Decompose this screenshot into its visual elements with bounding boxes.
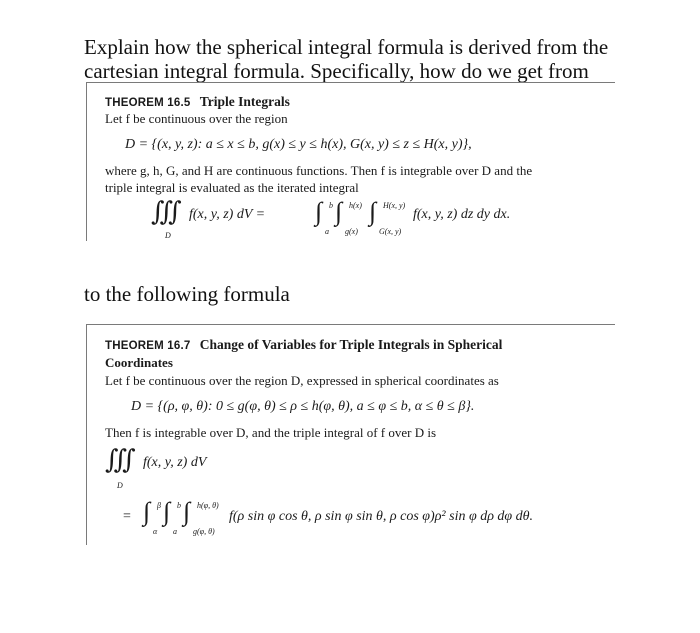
limit: b	[177, 501, 181, 510]
integral-sign: ∫	[369, 197, 377, 226]
theorem-label: THEOREM 16.7	[105, 340, 191, 352]
theorem-line: where g, h, G, and H are continuous functions. Then f is integrable over D and the	[105, 163, 533, 178]
limit: b	[329, 201, 333, 210]
limit: h(φ, θ)	[197, 501, 219, 510]
question-line-1: Explain how the spherical integral formula is derived from the	[84, 35, 609, 59]
region-definition: D = {(x, y, z): a ≤ x ≤ b, g(x) ≤ y ≤ h(x), G(x, y) ≤ z ≤ H(x, y)},	[125, 137, 472, 152]
integral-lhs: f(x, y, z) dV	[143, 455, 207, 470]
region-definition: D = {(ρ, φ, θ): 0 ≤ g(φ, θ) ≤ ρ ≤ h(φ, θ), a ≤ φ ≤ b, α ≤ θ ≤ β}.	[131, 399, 475, 414]
integral-sign: ∫	[163, 497, 171, 526]
theorem-16-5-box	[86, 82, 615, 241]
question-line-3: to the following formula	[84, 282, 290, 306]
limit: α	[153, 527, 158, 536]
theorem-line: Let f be continuous over the region D, expressed in spherical coordinates as	[105, 373, 499, 388]
limit: G(x, y)	[379, 227, 402, 236]
integral-sign: ∫	[315, 197, 323, 226]
theorem-title-cont: Coordinates	[105, 355, 173, 370]
limit: a	[325, 227, 329, 236]
integral-lhs: f(x, y, z) dV =	[189, 207, 266, 222]
limit: g(x)	[345, 227, 358, 236]
theorem-heading	[105, 337, 502, 353]
integral-sign: ∫	[143, 497, 151, 526]
theorem-line: Let f be continuous over the region	[105, 111, 288, 126]
integral-rhs: f(ρ sin φ cos θ, ρ sin φ sin θ, ρ cos φ)ρ² sin φ dρ dφ dθ.	[229, 509, 534, 524]
triple-integral-sign: ∭	[151, 197, 182, 226]
theorem-16-7-box	[86, 324, 615, 545]
integral-sign: ∫	[335, 197, 343, 226]
equals-sign: =	[123, 509, 131, 524]
question-line-2: cartesian integral formula. Specifically, how do we get from	[84, 59, 589, 83]
limit: a	[173, 527, 177, 536]
limit: H(x, y)	[383, 201, 406, 210]
limit: g(φ, θ)	[193, 527, 215, 536]
limit: h(x)	[349, 201, 362, 210]
theorem-line: triple integral is evaluated as the iterated integral	[105, 180, 359, 195]
limit: β	[157, 501, 161, 510]
theorem-line: Then f is integrable over D, and the triple integral of f over D is	[105, 425, 437, 440]
theorem-title: Triple Integrals	[199, 94, 290, 109]
theorem-label: THEOREM 16.5	[105, 97, 191, 109]
theorem-title: Change of Variables for Triple Integrals in Spherical	[199, 337, 503, 352]
integral-rhs: f(x, y, z) dz dy dx.	[413, 207, 511, 222]
integral-domain: D	[117, 481, 123, 490]
triple-integral-sign: ∭	[105, 445, 136, 474]
theorem-heading	[105, 94, 290, 110]
integral-domain: D	[165, 231, 171, 240]
integral-sign: ∫	[183, 497, 191, 526]
